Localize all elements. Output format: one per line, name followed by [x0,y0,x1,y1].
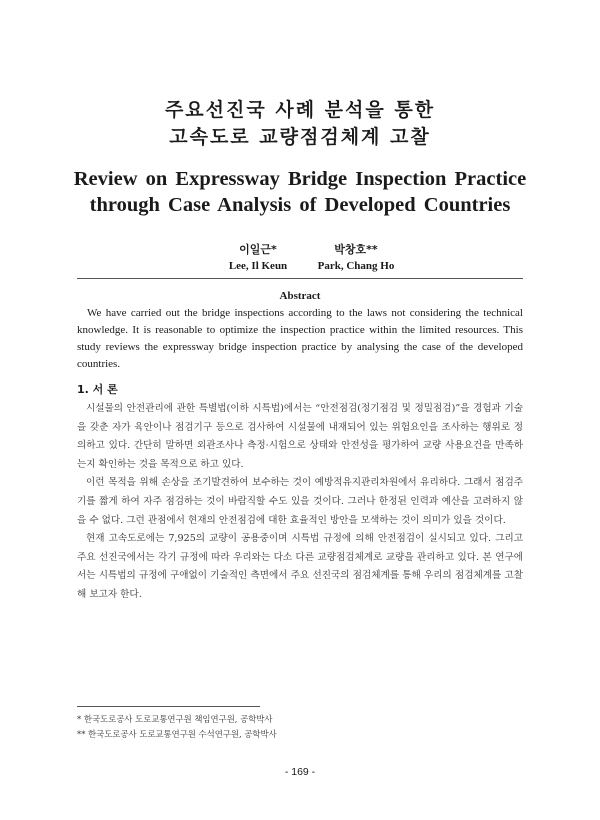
footnotes [77,712,277,742]
footnote-2: ** 한국도로공사 도로교통연구원 수석연구원, 공학박사 [77,729,277,739]
paragraph: 시설물의 안전관리에 관한 특별법(이하 시특법)에서는 “안전점검(정기점검 및 정밀점검)”을 경험과 기술을 갖춘 자가 육안이나 점검기구 등으로 검사하여 시설물에 내재되어 있는 위험요인을 조사하는 행위로 정의하고 있다. 간단히 말하면 외관조사나 측정·시험으로 상태와 안전성을 평가하여 교량 사용요건을 만족하는지 확인하는 것을 목적으로 하고 있다. [77,403,523,470]
korean-title-line-2: 고속도로 교량점검체계 고찰 [169,126,431,148]
paragraph: 현재 고속도로에는 7,925의 교량이 공용중이며 시특법 규정에 의해 안전점검이 실시되고 있다. 그리고 주요 선진국에서는 각기 규정에 따라 우리와는 다소 다른 교량점검체계로 교량을 관리하고 있다. 본 연구에서는 시특법의 규정에 구애없이 기술적인 측면에서 주요 선진국의 점검체계를 통해 우리의 점검체계를 고찰해 보고자 한다. [77,533,523,600]
abstract-text: We have carried out the bridge inspections according to the laws not considering the technical knowledge. It is reasonable to optimize the inspection practice within the limited resources. This study reviews the expressway bridge inspection practice by analysing the case of the developed countries. [77,307,523,370]
abstract-heading: Abstract [279,290,321,302]
author-2 [311,241,401,272]
header-divider [77,278,523,279]
footnote-1: * 한국도로공사 도로교통연구원 책임연구원, 공학박사 [77,714,273,724]
author-2-name-en: Park, Chang Ho [317,260,395,272]
author-2-name-kr: 박창호** [334,243,378,256]
paragraph: 이런 목적을 위해 손상을 조기발견하여 보수하는 것이 예방적유지관리차원에서 유리하다. 그래서 점검주기를 짧게 하여 자주 점검하는 것이 바람직할 수도 있을 것이다. 그러나 한정된 인력과 예산을 고려하지 않을 수 없다. 그런 관점에서 현재의 안전점검에 대한 효율적인 방안을 모색하는 것이 의미가 있을 것이다. [77,477,523,526]
author-1-name-kr: 이일근* [239,243,277,256]
section-body [77,400,523,605]
korean-title-line-1: 주요선진국 사례 분석을 통한 [164,99,436,121]
abstract-body [77,305,523,373]
section-heading: 1. 서 론 [77,383,118,396]
english-title-line-2: through Case Analysis of Developed Countries [89,194,511,216]
footnote-divider [77,706,260,707]
page-number: - 169 - [284,766,316,778]
author-1-name-en: Lee, Il Keun [228,260,288,272]
author-1 [215,241,301,272]
english-title-line-1: Review on Expressway Bridge Inspection Practice [73,168,527,190]
